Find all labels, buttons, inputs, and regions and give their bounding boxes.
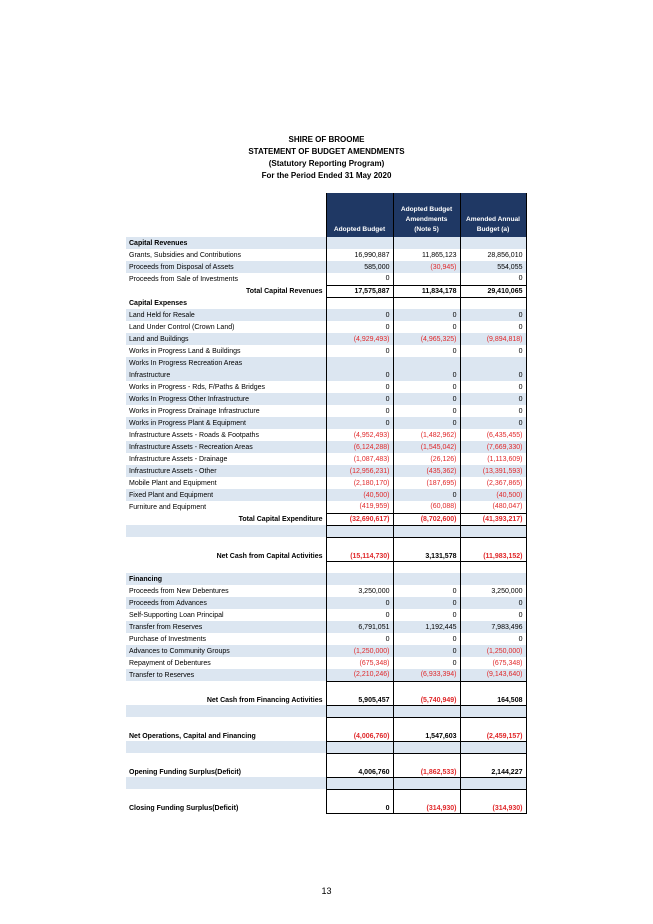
amendment-cell: (1,545,042) <box>393 441 460 453</box>
amendment-cell: 0 <box>393 417 460 429</box>
row-label: Repayment of Debentures <box>129 659 211 667</box>
amended-budget-cell: 3,250,000 <box>460 585 526 597</box>
amended-budget-cell: (675,348) <box>460 657 526 669</box>
amended-budget-cell: 0 <box>460 321 526 333</box>
amended-budget-cell: 0 <box>460 309 526 321</box>
amendment-cell: (187,695) <box>393 477 460 489</box>
amended-budget-cell: 554,055 <box>460 261 526 273</box>
section-header-row <box>126 237 526 249</box>
row-label: Mobile Plant and Equipment <box>129 479 217 487</box>
row-label: Transfer from Reserves <box>126 621 326 633</box>
amendment-cell: (4,965,325) <box>393 333 460 345</box>
row-label: Proceeds from Sale of Investments <box>129 275 238 283</box>
table-row <box>126 429 526 441</box>
adopted-budget-cell: (6,124,288) <box>326 441 393 453</box>
amended-budget-cell: (6,435,455) <box>460 429 526 441</box>
amended-budget-cell: 0 <box>460 345 526 357</box>
row-label: Financing <box>126 573 326 585</box>
amendment-cell: 0 <box>393 369 460 381</box>
amendment-cell: (1,862,533) <box>393 753 460 777</box>
amended-budget-cell <box>460 777 526 789</box>
page-number: 13 <box>321 886 332 896</box>
row-label <box>126 777 326 789</box>
row-label: Net Operations, Capital and Financing <box>129 733 256 740</box>
amendment-cell <box>393 777 460 789</box>
amended-budget-cell: (314,930) <box>460 789 526 813</box>
row-label: Infrastructure Assets - Drainage <box>129 455 228 463</box>
column-header-adopted-budget: Adopted Budget <box>326 193 393 237</box>
table-row <box>126 273 526 285</box>
table-row <box>126 417 526 429</box>
amended-budget-cell: (41,393,217) <box>460 513 526 525</box>
amended-budget-cell: 0 <box>460 381 526 393</box>
adopted-budget-cell: (2,180,170) <box>326 477 393 489</box>
row-label: Proceeds from Disposal of Assets <box>126 261 326 273</box>
row-label: Net Cash from Capital Activities <box>126 537 326 561</box>
amended-budget-cell <box>460 741 526 753</box>
amended-budget-cell <box>460 705 526 717</box>
table-row <box>126 489 526 501</box>
amended-budget-cell <box>460 561 526 573</box>
adopted-budget-cell: 0 <box>326 273 393 285</box>
amendment-cell <box>393 297 460 309</box>
amendment-cell: 0 <box>393 585 460 597</box>
amendment-cell: 0 <box>393 393 460 405</box>
amendment-cell: 0 <box>393 597 460 609</box>
amendment-cell: 0 <box>393 489 460 501</box>
header-blank-cell <box>126 193 326 237</box>
column-header-adopted-amendments: Adopted Budget Amendments (Note 5) <box>393 193 460 237</box>
adopted-budget-cell: 6,791,051 <box>326 621 393 633</box>
adopted-budget-cell: (1,250,000) <box>326 645 393 657</box>
report-subtitle: STATEMENT OF BUDGET AMENDMENTS <box>248 147 405 156</box>
report-title: SHIRE OF BROOME <box>288 135 365 144</box>
adopted-budget-cell <box>326 561 393 573</box>
table-row <box>126 345 526 357</box>
table-row <box>126 369 526 381</box>
amended-budget-cell: (9,143,640) <box>460 669 526 681</box>
amendment-cell: 0 <box>393 645 460 657</box>
adopted-budget-cell: (4,929,493) <box>326 333 393 345</box>
amendment-cell: 0 <box>393 345 460 357</box>
row-label: Total Capital Expenditure <box>126 513 326 525</box>
adopted-budget-cell: 5,905,457 <box>326 681 393 705</box>
row-label: Land Held for Resale <box>126 309 326 321</box>
row-label: Grants, Subsidies and Contributions <box>129 251 242 259</box>
amended-budget-cell: 2,144,227 <box>460 753 526 777</box>
adopted-budget-cell: 16,990,887 <box>326 249 393 261</box>
amendment-cell: 0 <box>393 321 460 333</box>
amendment-cell: 0 <box>393 657 460 669</box>
adopted-budget-cell: 4,006,760 <box>326 753 393 777</box>
row-label <box>126 525 326 537</box>
amendment-cell <box>393 357 460 369</box>
table-row <box>126 393 526 405</box>
adopted-budget-cell: 585,000 <box>326 261 393 273</box>
row-label: Works In Progress Other Infrastructure <box>126 393 326 405</box>
amended-budget-cell: 0 <box>460 609 526 621</box>
amended-budget-cell: 28,856,010 <box>460 249 526 261</box>
amendment-cell <box>393 573 460 585</box>
adopted-budget-cell: (12,956,231) <box>326 465 393 477</box>
table-row <box>126 453 526 465</box>
adopted-budget-cell: 0 <box>326 609 393 621</box>
report-period: For the Period Ended 31 May 2020 <box>261 171 392 180</box>
amended-budget-cell: (2,367,865) <box>460 477 526 489</box>
total-row <box>126 789 526 813</box>
amendment-cell: 11,865,123 <box>393 249 460 261</box>
amendment-cell: (60,088) <box>393 501 460 513</box>
table-row <box>126 585 526 597</box>
amendment-cell: 1,192,445 <box>393 621 460 633</box>
amended-budget-cell: (7,669,330) <box>460 441 526 453</box>
adopted-budget-cell: 0 <box>326 393 393 405</box>
amendment-cell: 11,834,178 <box>393 285 460 297</box>
amended-budget-cell: (13,391,593) <box>460 465 526 477</box>
amendment-cell: (6,933,394) <box>393 669 460 681</box>
table-row <box>126 609 526 621</box>
table-row <box>126 357 526 369</box>
adopted-budget-cell: 0 <box>326 405 393 417</box>
amended-budget-cell <box>460 357 526 369</box>
table-row <box>126 501 526 513</box>
section-header-row <box>126 297 526 309</box>
table-row <box>126 441 526 453</box>
spacer-row <box>126 777 526 789</box>
amendment-cell <box>393 561 460 573</box>
amendment-cell: 0 <box>393 309 460 321</box>
amended-budget-cell: (2,459,157) <box>460 717 526 741</box>
table-row <box>126 309 526 321</box>
row-label: Transfer to Reserves <box>126 669 326 681</box>
table-row <box>126 633 526 645</box>
table-row <box>126 477 526 489</box>
amendment-cell: (5,740,949) <box>393 681 460 705</box>
row-label: Opening Funding Surplus(Deficit) <box>129 769 241 776</box>
table-row <box>126 381 526 393</box>
amended-budget-cell: 0 <box>460 633 526 645</box>
amended-budget-cell: 0 <box>460 393 526 405</box>
row-label: Closing Funding Surplus(Deficit) <box>129 805 239 812</box>
row-label: Land Under Control (Crown Land) <box>129 323 235 331</box>
amendment-cell <box>393 237 460 249</box>
amendment-cell: 0 <box>393 609 460 621</box>
adopted-budget-cell: (15,114,730) <box>326 537 393 561</box>
amended-budget-cell: 164,508 <box>460 681 526 705</box>
amendment-cell: (435,362) <box>393 465 460 477</box>
row-label: Works in Progress Plant & Equipment <box>126 417 326 429</box>
amended-budget-cell: (9,894,818) <box>460 333 526 345</box>
adopted-budget-cell <box>326 573 393 585</box>
adopted-budget-cell: 0 <box>326 597 393 609</box>
table-row <box>126 597 526 609</box>
amended-budget-cell <box>460 525 526 537</box>
adopted-budget-cell: 0 <box>326 369 393 381</box>
table-row <box>126 333 526 345</box>
amendment-cell: 0 <box>393 381 460 393</box>
amended-budget-cell: 7,983,496 <box>460 621 526 633</box>
table-row <box>126 405 526 417</box>
table-row <box>126 321 526 333</box>
row-label: Proceeds from Advances <box>126 597 326 609</box>
row-label: Fixed Plant and Equipment <box>126 489 326 501</box>
table-body <box>126 237 526 813</box>
row-label: Proceeds from New Debentures <box>129 587 229 595</box>
row-label <box>126 561 326 573</box>
row-label: Furniture and Equipment <box>129 503 207 511</box>
amendment-cell: (8,702,600) <box>393 513 460 525</box>
table-row <box>126 645 526 657</box>
spacer-row <box>126 741 526 753</box>
total-row <box>126 285 526 297</box>
adopted-budget-cell: (4,006,760) <box>326 717 393 741</box>
adopted-budget-cell: 3,250,000 <box>326 585 393 597</box>
row-label: Infrastructure Assets - Other <box>126 465 326 477</box>
table-row <box>126 621 526 633</box>
row-label: Works in Progress Drainage Infrastructure <box>129 407 260 415</box>
row-label <box>126 741 326 753</box>
amended-budget-cell: (1,250,000) <box>460 645 526 657</box>
total-row <box>126 753 526 777</box>
row-label: Capital Expenses <box>129 299 187 307</box>
adopted-budget-cell: (2,210,246) <box>326 669 393 681</box>
row-label: Works in Progress - Rds, F/Paths & Bridges <box>129 383 266 391</box>
spacer-row <box>126 525 526 537</box>
amendment-cell <box>393 273 460 285</box>
amended-budget-cell: 29,410,065 <box>460 285 526 297</box>
amendment-cell <box>393 705 460 717</box>
amendment-cell: (26,126) <box>393 453 460 465</box>
amendment-cell: (1,482,962) <box>393 429 460 441</box>
row-label: Infrastructure <box>126 369 326 381</box>
section-header-row <box>126 573 526 585</box>
adopted-budget-cell: 0 <box>326 633 393 645</box>
adopted-budget-cell <box>326 741 393 753</box>
table-header-row <box>126 193 526 237</box>
adopted-budget-cell <box>326 237 393 249</box>
table-row <box>126 465 526 477</box>
amendment-cell: (314,930) <box>393 789 460 813</box>
amended-budget-cell <box>460 573 526 585</box>
budget-amendments-table <box>126 193 527 814</box>
adopted-budget-cell: 0 <box>326 417 393 429</box>
adopted-budget-cell: 0 <box>326 381 393 393</box>
amended-budget-cell: (40,500) <box>460 489 526 501</box>
report-program-note: (Statutory Reporting Program) <box>268 159 385 168</box>
amendment-cell: 0 <box>393 633 460 645</box>
row-label: Infrastructure Assets - Recreation Areas <box>126 441 326 453</box>
adopted-budget-cell: (32,690,617) <box>326 513 393 525</box>
row-label: Works In Progress Recreation Areas <box>126 357 326 369</box>
amended-budget-cell: (1,113,609) <box>460 453 526 465</box>
table-row <box>126 657 526 669</box>
adopted-budget-cell: (1,087,483) <box>326 453 393 465</box>
row-label <box>126 705 326 717</box>
spacer-row <box>126 705 526 717</box>
amended-budget-cell: 0 <box>460 369 526 381</box>
total-row <box>126 537 526 561</box>
amendment-cell: 0 <box>393 405 460 417</box>
total-row <box>126 717 526 741</box>
total-row <box>126 681 526 705</box>
adopted-budget-cell <box>326 357 393 369</box>
amendment-cell <box>393 525 460 537</box>
adopted-budget-cell: (419,959) <box>326 501 393 513</box>
amended-budget-cell: 0 <box>460 417 526 429</box>
amended-budget-cell: 0 <box>460 273 526 285</box>
adopted-budget-cell <box>326 525 393 537</box>
row-label: Works in Progress Land & Buildings <box>129 347 241 355</box>
amendment-cell: 3,131,578 <box>393 537 460 561</box>
spacer-row <box>126 561 526 573</box>
row-label: Capital Revenues <box>126 237 326 249</box>
amended-budget-cell: (11,983,152) <box>460 537 526 561</box>
amended-budget-cell: 0 <box>460 405 526 417</box>
amended-budget-cell <box>460 297 526 309</box>
total-row <box>126 513 526 525</box>
amendment-cell: (30,945) <box>393 261 460 273</box>
table-row <box>126 261 526 273</box>
amendment-cell <box>393 741 460 753</box>
adopted-budget-cell: 0 <box>326 789 393 813</box>
row-label: Purchase of Investments <box>129 635 207 643</box>
table-row <box>126 249 526 261</box>
adopted-budget-cell: 0 <box>326 345 393 357</box>
amended-budget-cell: 0 <box>460 597 526 609</box>
table-row <box>126 669 526 681</box>
adopted-budget-cell <box>326 777 393 789</box>
row-label: Total Capital Revenues <box>126 285 326 297</box>
row-label: Self-Supporting Loan Principal <box>129 611 224 619</box>
amended-budget-cell: (480,047) <box>460 501 526 513</box>
adopted-budget-cell <box>326 705 393 717</box>
adopted-budget-cell: 0 <box>326 321 393 333</box>
amended-budget-cell <box>460 237 526 249</box>
column-header-amended-annual-budget: Amended Annual Budget (a) <box>460 193 526 237</box>
amendment-cell: 1,547,603 <box>393 717 460 741</box>
adopted-budget-cell: 17,575,887 <box>326 285 393 297</box>
adopted-budget-cell: (4,952,493) <box>326 429 393 441</box>
row-label: Net Cash from Financing Activities <box>126 681 326 705</box>
adopted-budget-cell <box>326 297 393 309</box>
adopted-budget-cell: 0 <box>326 309 393 321</box>
row-label: Advances to Community Groups <box>126 645 326 657</box>
row-label: Land and Buildings <box>126 333 326 345</box>
adopted-budget-cell: (675,348) <box>326 657 393 669</box>
row-label: Infrastructure Assets - Roads & Footpaths <box>129 431 259 439</box>
adopted-budget-cell: (40,500) <box>326 489 393 501</box>
